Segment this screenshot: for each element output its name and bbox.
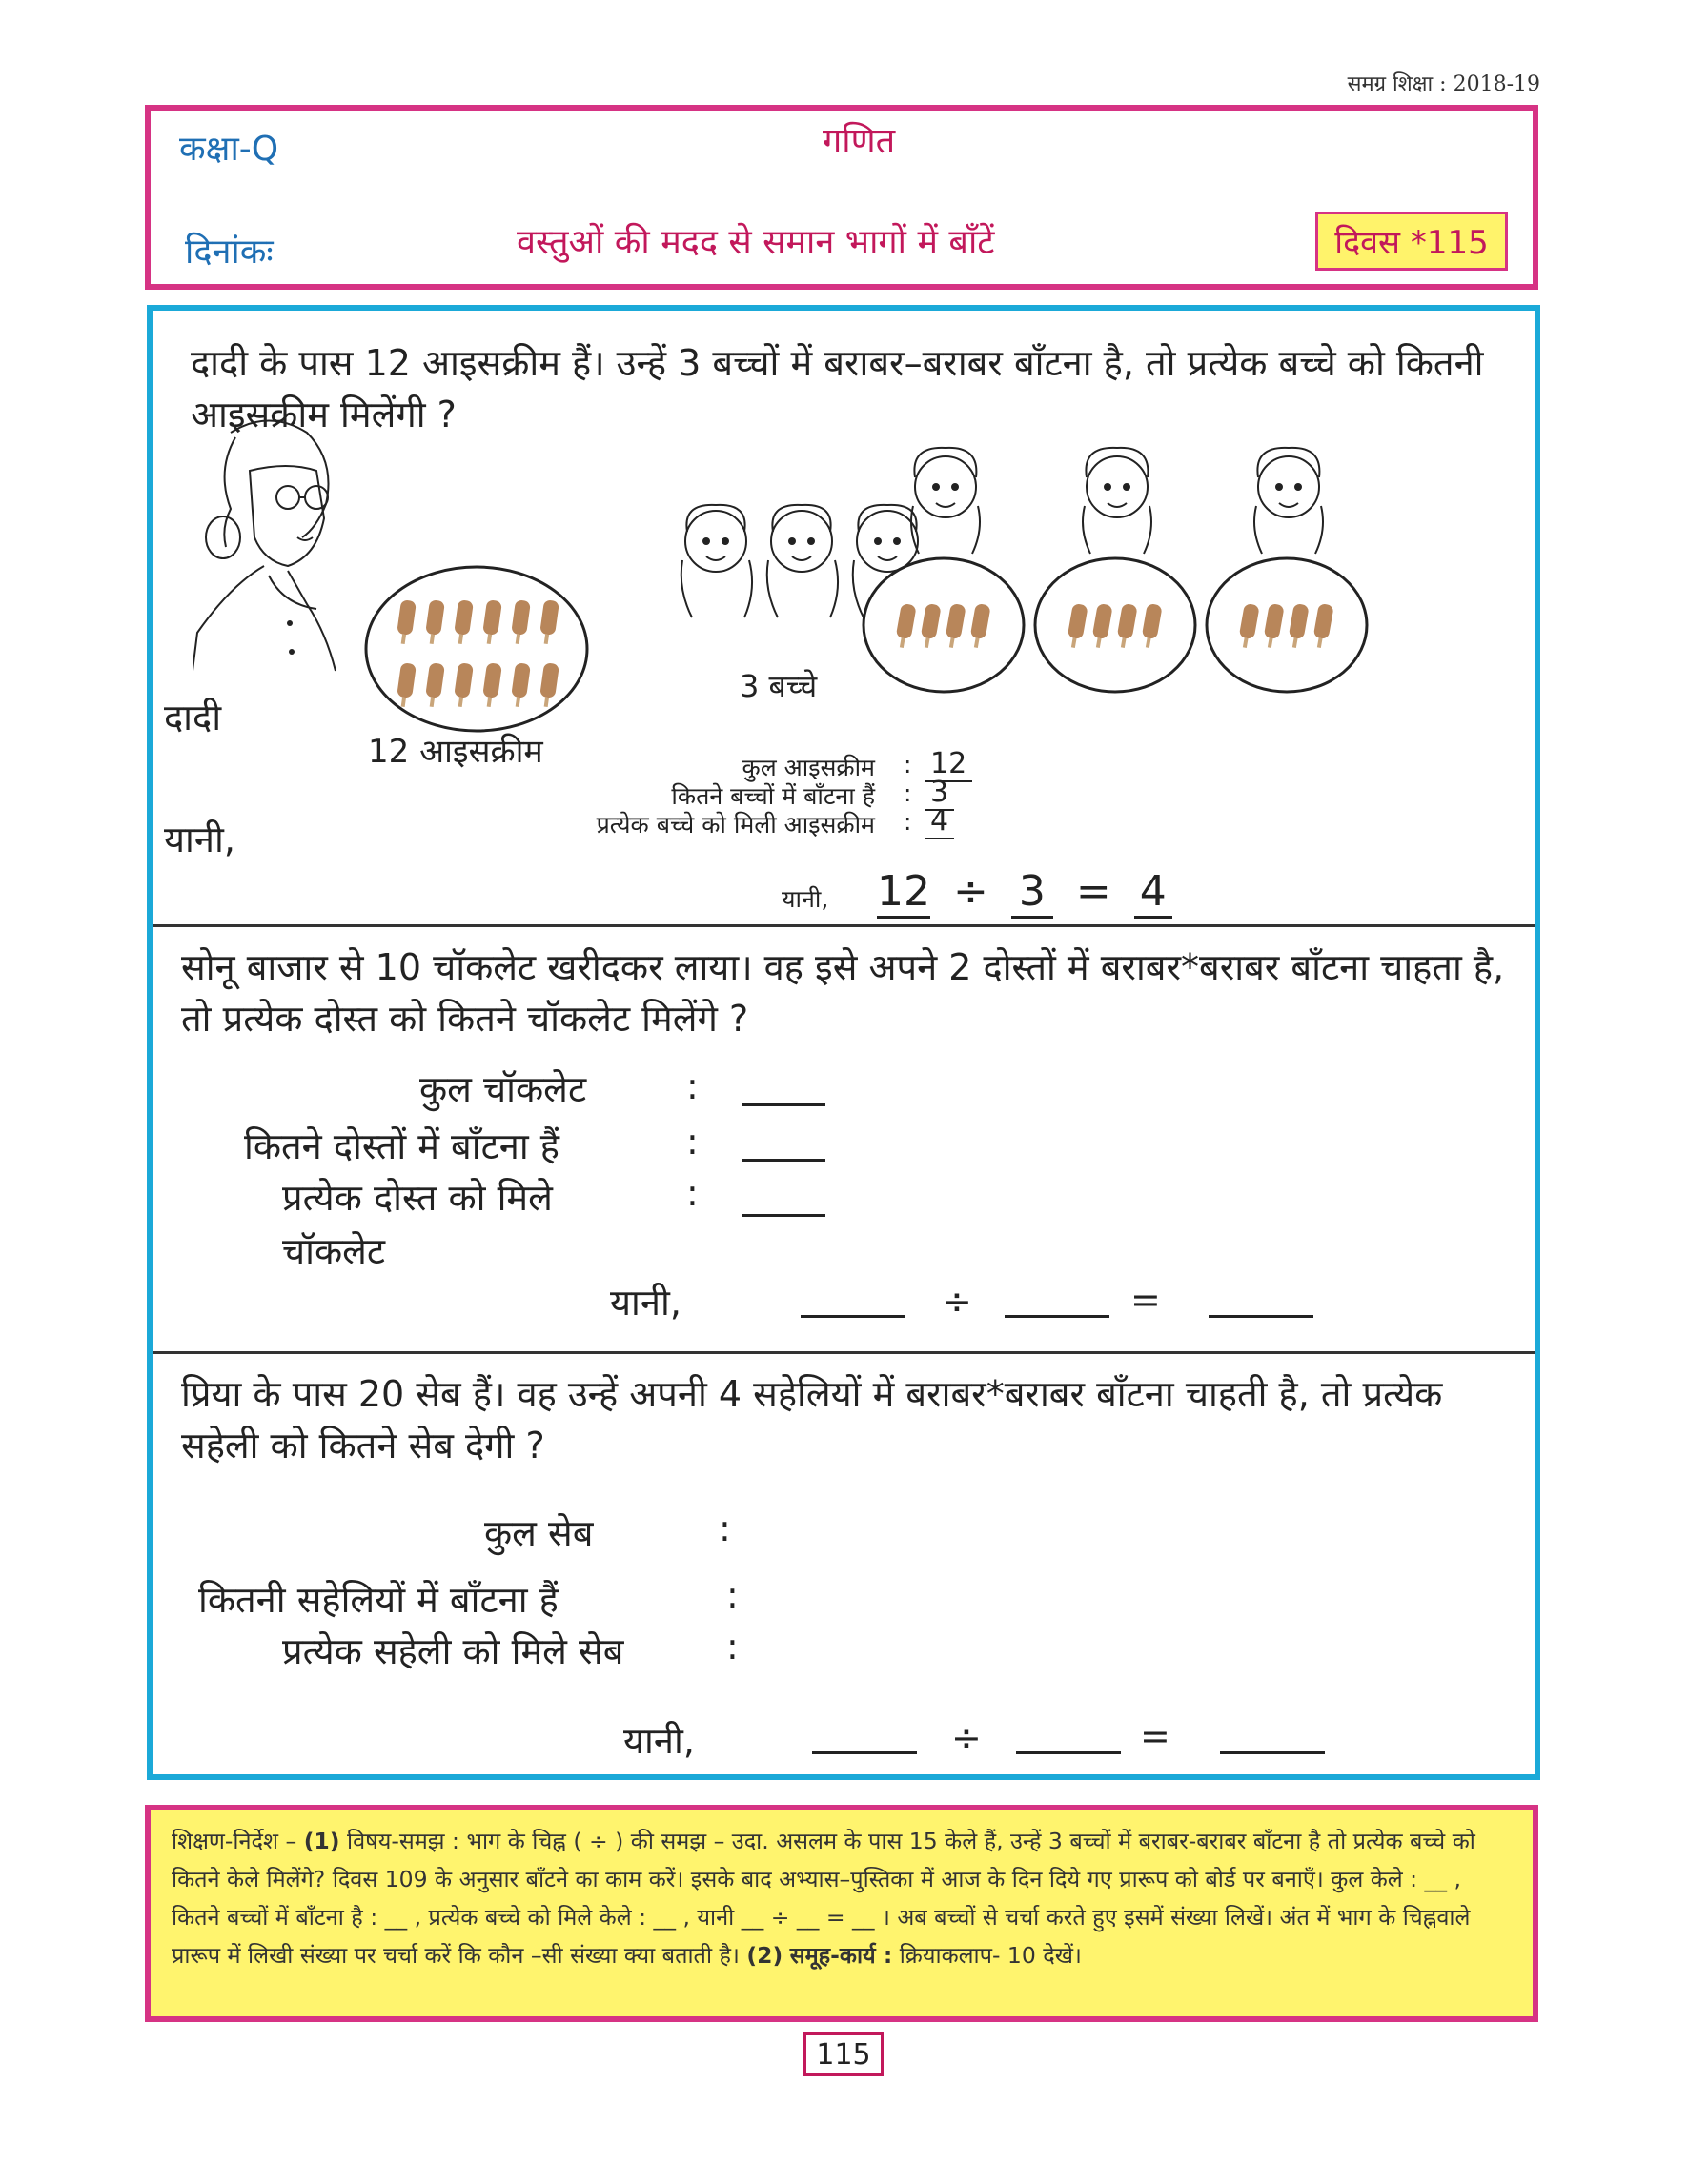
topic-title: वस्तुओं की मदद से समान भागों में बाँटें xyxy=(517,223,995,262)
q2-eq-blank-a[interactable] xyxy=(801,1315,905,1318)
q1-row-label: कुल आइसक्रीम xyxy=(742,754,875,781)
kid-face-icon xyxy=(1083,448,1151,554)
eq-prefix: यानी, xyxy=(782,885,829,913)
q2-yani-label: यानी, xyxy=(610,1282,681,1324)
q3-equals-sign: = xyxy=(1140,1715,1170,1757)
q1-row-label: कितने बच्चों में बाँटना हैं xyxy=(671,782,875,810)
q3-eq-blank-a[interactable] xyxy=(812,1751,917,1754)
q3-eq-blank-c[interactable] xyxy=(1220,1751,1325,1754)
q2-eq-blank-c[interactable] xyxy=(1209,1315,1313,1318)
q3-row2-label: कितनी सहेलियों में बाँटना हैं xyxy=(198,1579,559,1621)
q2-blank-friends[interactable] xyxy=(742,1159,825,1162)
q3-text: प्रिया के पास 20 सेब हैं। वह उन्हें अपनी 4 सहेलियों में बराबर*बराबर बाँटना चाहती है, तो प्रत्येक सहेली को कितने सेब देगी ? xyxy=(181,1373,1443,1466)
date-label: दिनांकः xyxy=(185,233,274,272)
q1-row-value: 3 xyxy=(925,776,954,811)
kid-face-icon xyxy=(681,505,752,617)
q2-sep-1: : xyxy=(686,1065,699,1107)
q2-row2-label: कितने दोस्तों में बाँटना हैं xyxy=(244,1125,559,1167)
eq-quotient: 4 xyxy=(1134,867,1172,919)
q1-row-value: 12 xyxy=(925,747,972,782)
page-number: 115 xyxy=(803,2032,884,2076)
kid-plate xyxy=(864,558,1024,692)
eq-divisor: 3 xyxy=(1011,867,1053,919)
notes-p2-num: (2) xyxy=(746,1942,783,1969)
main-worksheet-box xyxy=(147,305,1540,1780)
section-divider xyxy=(153,924,1535,927)
kid-plate xyxy=(1035,558,1195,692)
notes-p1-title: विषय-समझ : xyxy=(347,1828,459,1854)
q2-row3b-label: चॉकलेट xyxy=(282,1230,386,1272)
q1-text: दादी के पास 12 आइसक्रीम हैं। उन्हें 3 बच्चों में बराबर–बराबर बाँटना है, तो प्रत्येक बच्चे को कितनी आइसक्रीम मिलेंगी ? xyxy=(191,342,1484,435)
notes-text-2: क्रियाकलाप- 10 देखें। xyxy=(899,1942,1082,1969)
eq-dividend: 12 xyxy=(877,867,930,919)
grandmother-illustration xyxy=(193,414,355,680)
q2-row3a-label: प्रत्येक दोस्त को मिले xyxy=(282,1177,553,1219)
q2-blank-total[interactable] xyxy=(742,1103,825,1106)
kid-face-icon xyxy=(1254,448,1323,554)
class-label: कक्षा-Q xyxy=(179,130,279,169)
yani-label-q1: यानी, xyxy=(164,819,235,860)
q3-sep-3: : xyxy=(726,1626,739,1668)
kid-with-plate xyxy=(858,435,1029,711)
kid-with-plate xyxy=(1029,435,1201,711)
kid-face-icon xyxy=(911,448,980,554)
q1-row-label: प्रत्येक बच्चे को मिली आइसक्रीम xyxy=(596,811,875,839)
top-right-caption: समग्र शिक्षा : 2018-19 xyxy=(1347,72,1540,96)
q1-row-separator: : xyxy=(904,808,912,836)
day-badge: दिवस *115 xyxy=(1315,212,1508,271)
q3-sep-1: : xyxy=(719,1507,731,1549)
q3-row1-label: कुल सेब xyxy=(484,1512,594,1554)
equation-q1 xyxy=(877,867,1172,916)
q3-sep-2: : xyxy=(726,1574,739,1616)
q1-row-value: 4 xyxy=(925,804,954,839)
q3-yani-label: यानी, xyxy=(623,1720,695,1762)
q2-sep-3: : xyxy=(686,1172,699,1214)
section-divider xyxy=(153,1351,1535,1354)
dadi-label: दादी xyxy=(164,697,222,738)
icecream-count-label: 12 आइसक्रीम xyxy=(368,733,543,771)
notes-p2-title: समूह-कार्य : xyxy=(789,1942,893,1969)
kids-count-label: 3 बच्चे xyxy=(740,668,818,704)
eq-equals-sign: = xyxy=(1075,867,1111,916)
q3-divide-sign: ÷ xyxy=(951,1717,982,1759)
eq-divide-sign: ÷ xyxy=(953,867,988,916)
q2-blank-each[interactable] xyxy=(742,1214,825,1217)
q1-row-separator: : xyxy=(904,751,912,779)
q2-text: सोनू बाजार से 10 चॉकलेट खरीदकर लाया। वह इसे अपने 2 दोस्तों में बराबर*बराबर बाँटना चाहता है, तो प्रत्येक दोस्त को कितने चॉकलेट मिलेंगे ? xyxy=(181,946,1505,1040)
q2-divide-sign: ÷ xyxy=(942,1281,972,1323)
icecream-plate-12 xyxy=(362,564,591,734)
q3-eq-blank-b[interactable] xyxy=(1016,1751,1121,1754)
notes-heading: शिक्षण-निर्देश xyxy=(172,1828,278,1854)
q2-eq-blank-b[interactable] xyxy=(1005,1315,1109,1318)
q2-equals-sign: = xyxy=(1130,1279,1161,1321)
subject-title: गणित xyxy=(823,122,896,161)
notes-p1-num: (1) xyxy=(303,1828,340,1854)
q1-row-separator: : xyxy=(904,779,912,807)
header-box xyxy=(145,105,1538,290)
kid-plate xyxy=(1207,558,1367,692)
q2-row1-label: कुल चॉकलेट xyxy=(419,1068,587,1110)
kid-with-plate xyxy=(1201,435,1373,711)
q3-row3-label: प्रत्येक सहेली को मिले सेब xyxy=(282,1630,624,1672)
notes-text-1: भाग के चिह्न ( ÷ ) की समझ – उदा. असलम के पास 15 केले हैं, उन्हें 3 बच्चों में बराबर-बराबर बाँटना है तो प्रत्येक बच्चे को कितने केले मिलेंगे? दिवस 109 के अनुसार बाँटने का काम करें। इसके बाद अभ्यास–पुस्तिका में आज के दिन दिये गए प्रारूप को बोर्ड पर बनाएँ। कुल केले : __ , कितने बच्चों में बाँटना है : __ , प्रत्येक बच्चे को मिले केले : __ , यानी __ ÷ __ = __ । अब बच्चों से चर्चा करते हुए इसमें संख्या लिखें। अंत में भाग के चिह्नवाले प्रारूप में लिखी संख्या पर चर्चा करें कि कौन –सी संख्या क्या बताती है। xyxy=(172,1828,1475,1969)
q2-sep-2: : xyxy=(686,1121,699,1163)
teaching-notes-box: शिक्षण-निर्देश – (1) विषय-समझ : भाग के चिह्न ( ÷ ) की समझ – उदा. असलम के पास 15 केले हैं, उन्हें 3 बच्चों में बराबर-बराबर बाँटना है तो प्रत्येक बच्चे को कितने केले मिलेंगे? दिवस 109 के अनुसार बाँटने का काम करें। इसके बाद अभ्यास–पुस्तिका में आज के दिन दिये गए प्रारूप को बोर्ड पर बनाएँ। कुल केले : __ , कितने बच्चों में बाँटना है : __ , प्रत्येक बच्चे को मिले केले : __ , यानी __ ÷ __ = __ । अब बच्चों से चर्चा करते हुए इसमें संख्या लिखें। अंत में भाग के चिह्नवाले प्रारूप में लिखी संख्या पर चर्चा करें कि कौन –सी संख्या क्या बताती है। (2) समूह-कार्य : क्रियाकलाप- 10 देखें। xyxy=(145,1805,1538,2022)
